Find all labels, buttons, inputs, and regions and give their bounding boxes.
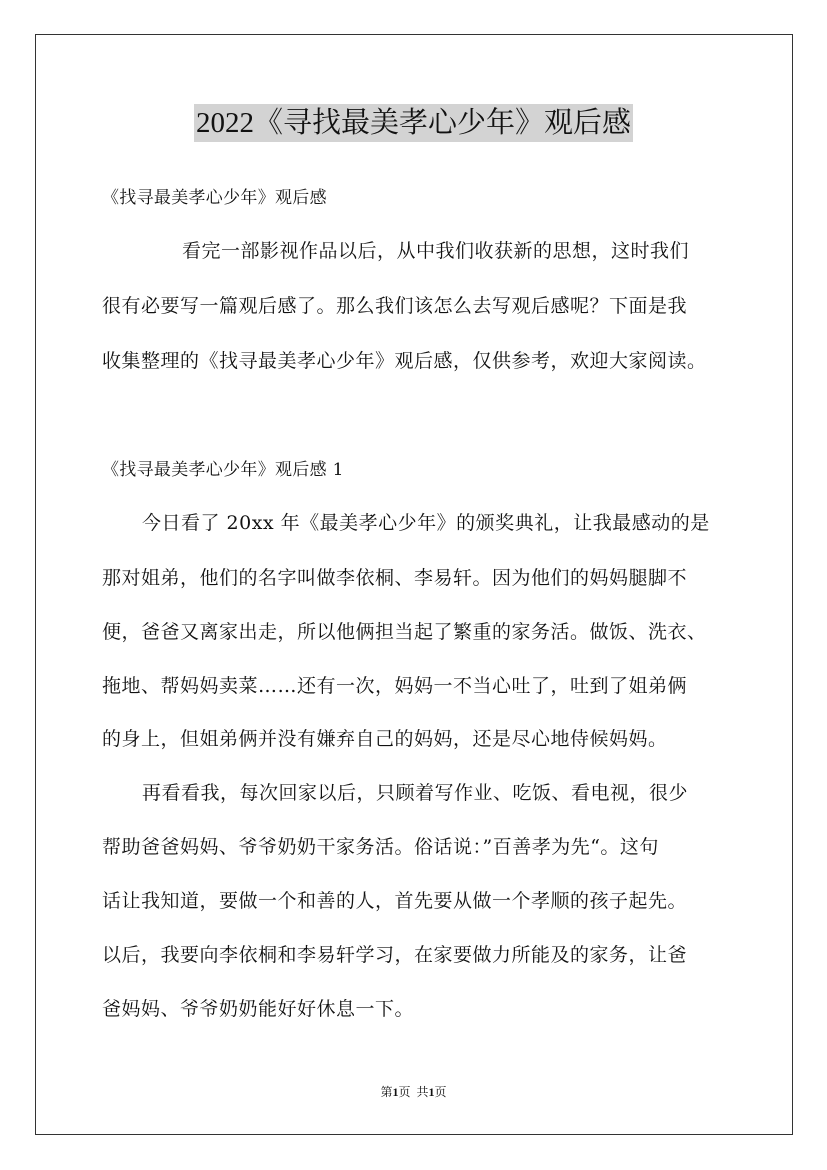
intro-line-2: 很有必要写一篇观后感了。那么我们该怎么去写观后感呢？下面是我 [102,295,688,317]
total-pages: 1 [428,1085,435,1099]
subtitle: 《找寻最美孝心少年》观后感 [102,188,327,208]
page-footer [0,1083,827,1100]
body-line-5: 的身上，但姐弟俩并没有嫌弃自己的妈妈，还是尽心地侍候妈妈。 [102,728,668,750]
section-heading: 《找寻最美孝心少年》观后感 1 [102,460,344,480]
body-line-2: 那对姐弟，他们的名字叫做李依桐、李易轩。因为他们的妈妈腿脚不 [102,567,688,589]
body-line-6: 再看看我，每次回家以后，只顾着写作业、吃饭、看电视，很少 [142,782,689,804]
body-line-8: 话让我知道，要做一个和善的人，首先要从做一个孝顺的孩子起先。 [102,890,688,912]
body-line-4: 拖地、帮妈妈卖菜……还有一次，妈妈一不当心吐了，吐到了姐弟俩 [102,675,688,697]
body-line-1: 今日看了 20xx 年《最美孝心少年》的颁奖典礼，让我最感动的是 [142,512,710,534]
document-title: 2022《寻找最美孝心少年》观后感 [194,104,633,142]
body-line-10: 爸妈妈、爷爷奶奶能好好休息一下。 [102,998,415,1020]
total-prefix: 共 [416,1085,429,1099]
body-line-7: 帮助爸爸妈妈、爷爷奶奶干家务活。俗话说：”百善孝为先“。这句 [102,836,659,858]
page-prefix: 第 [380,1085,393,1099]
page-suffix: 页 [398,1085,411,1099]
total-suffix: 页 [434,1085,447,1099]
intro-line-1: 看完一部影视作品以后，从中我们收获新的思想，这时我们 [182,240,690,262]
title-container [0,104,827,142]
body-line-9: 以后，我要向李依桐和李易轩学习，在家要做力所能及的家务，让爸 [102,944,688,966]
intro-line-3: 收集整理的《找寻最美孝心少年》观后感，仅供参考，欢迎大家阅读。 [102,350,707,372]
page-number: 1 [392,1085,399,1099]
body-line-3: 便，爸爸又离家出走，所以他俩担当起了繁重的家务活。做饭、洗衣、 [102,621,707,643]
